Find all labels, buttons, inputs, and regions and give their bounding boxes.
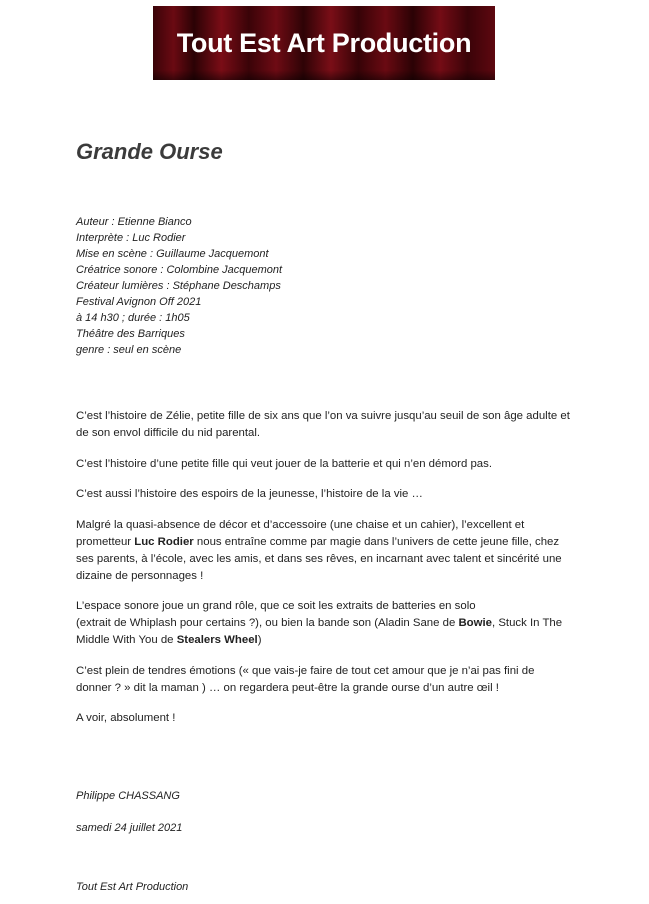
paragraph-5-end: ) bbox=[257, 633, 262, 646]
paragraph-5-mid: , Stuck In The Middle With You de bbox=[76, 617, 563, 646]
credit-lighting: Créateur lumières : Stéphane Deschamps bbox=[76, 280, 281, 292]
credit-author: Auteur : Etienne Bianco bbox=[76, 216, 192, 228]
credits-list bbox=[76, 214, 282, 358]
paragraph-3: C’est aussi l’histoire des espoirs de la jeunesse, l’histoire de la vie … bbox=[76, 488, 423, 501]
review-body bbox=[76, 408, 572, 741]
paragraph-5 bbox=[76, 598, 572, 648]
paragraph-7: A voir, absolument ! bbox=[76, 712, 176, 725]
page-title: Grande Ourse bbox=[76, 139, 223, 164]
credit-festival: Festival Avignon Off 2021 bbox=[76, 296, 202, 308]
paragraph-4-text-end: nous entraîne comme par magie dans l’univers de cette jeune fille, chez ses parents, à l’école, avec les amis, et dans ses rêves, en incarnant avec talent et sincérité une dizaine de personnages ! bbox=[76, 535, 562, 582]
credit-venue: Théâtre des Barriques bbox=[76, 328, 185, 340]
signature-company: Tout Est Art Production bbox=[76, 881, 189, 893]
performer-name: Luc Rodier bbox=[134, 535, 194, 548]
credit-sound: Créatrice sonore : Colombine Jacquemont bbox=[76, 264, 283, 276]
paragraph-6: C’est plein de tendres émotions (« que vais-je faire de tout cet amour que je n’ai pas fini de donner ? » dit la maman ) … on regardera peut-être la grande ourse d’un autre œil ! bbox=[76, 664, 535, 694]
paragraph-2: C’est l’histoire d’une petite fille qui veut jouer de la batterie et qui n’en démord pas. bbox=[76, 457, 493, 470]
paragraph-4-text: Malgré la quasi-absence de décor et d’accessoire (une chaise et un cahier), l’excellent et prometteur bbox=[76, 519, 525, 548]
credit-schedule: à 14 h30 ; durée : 1h05 bbox=[76, 312, 190, 324]
paragraph-5-line1: L’espace sonore joue un grand rôle, que ce soit les extraits de batteries en solo bbox=[76, 600, 476, 613]
paragraph-4 bbox=[76, 517, 572, 584]
signature-author: Philippe CHASSANG bbox=[76, 790, 180, 802]
credit-genre: genre : seul en scène bbox=[76, 344, 182, 356]
banner-title: Tout Est Art Production bbox=[176, 27, 472, 58]
paragraph-1: C’est l’histoire de Zélie, petite fille de six ans que l’on va suivre jusqu’au seuil de son âge adulte et de son envol difficile du nid parental. bbox=[76, 410, 570, 439]
signature-date: samedi 24 juillet 2021 bbox=[76, 822, 183, 834]
credit-director: Mise en scène : Guillaume Jacquemont bbox=[76, 248, 269, 260]
paragraph-5-text: (extrait de Whiplash pour certains ?), ou bien la bande son (Aladin Sane de bbox=[76, 617, 459, 630]
credit-performer: Interprète : Luc Rodier bbox=[76, 232, 186, 244]
header-banner bbox=[153, 6, 495, 80]
artist-bowie: Bowie bbox=[458, 617, 492, 630]
artist-stealers-wheel: Stealers Wheel bbox=[176, 633, 258, 646]
